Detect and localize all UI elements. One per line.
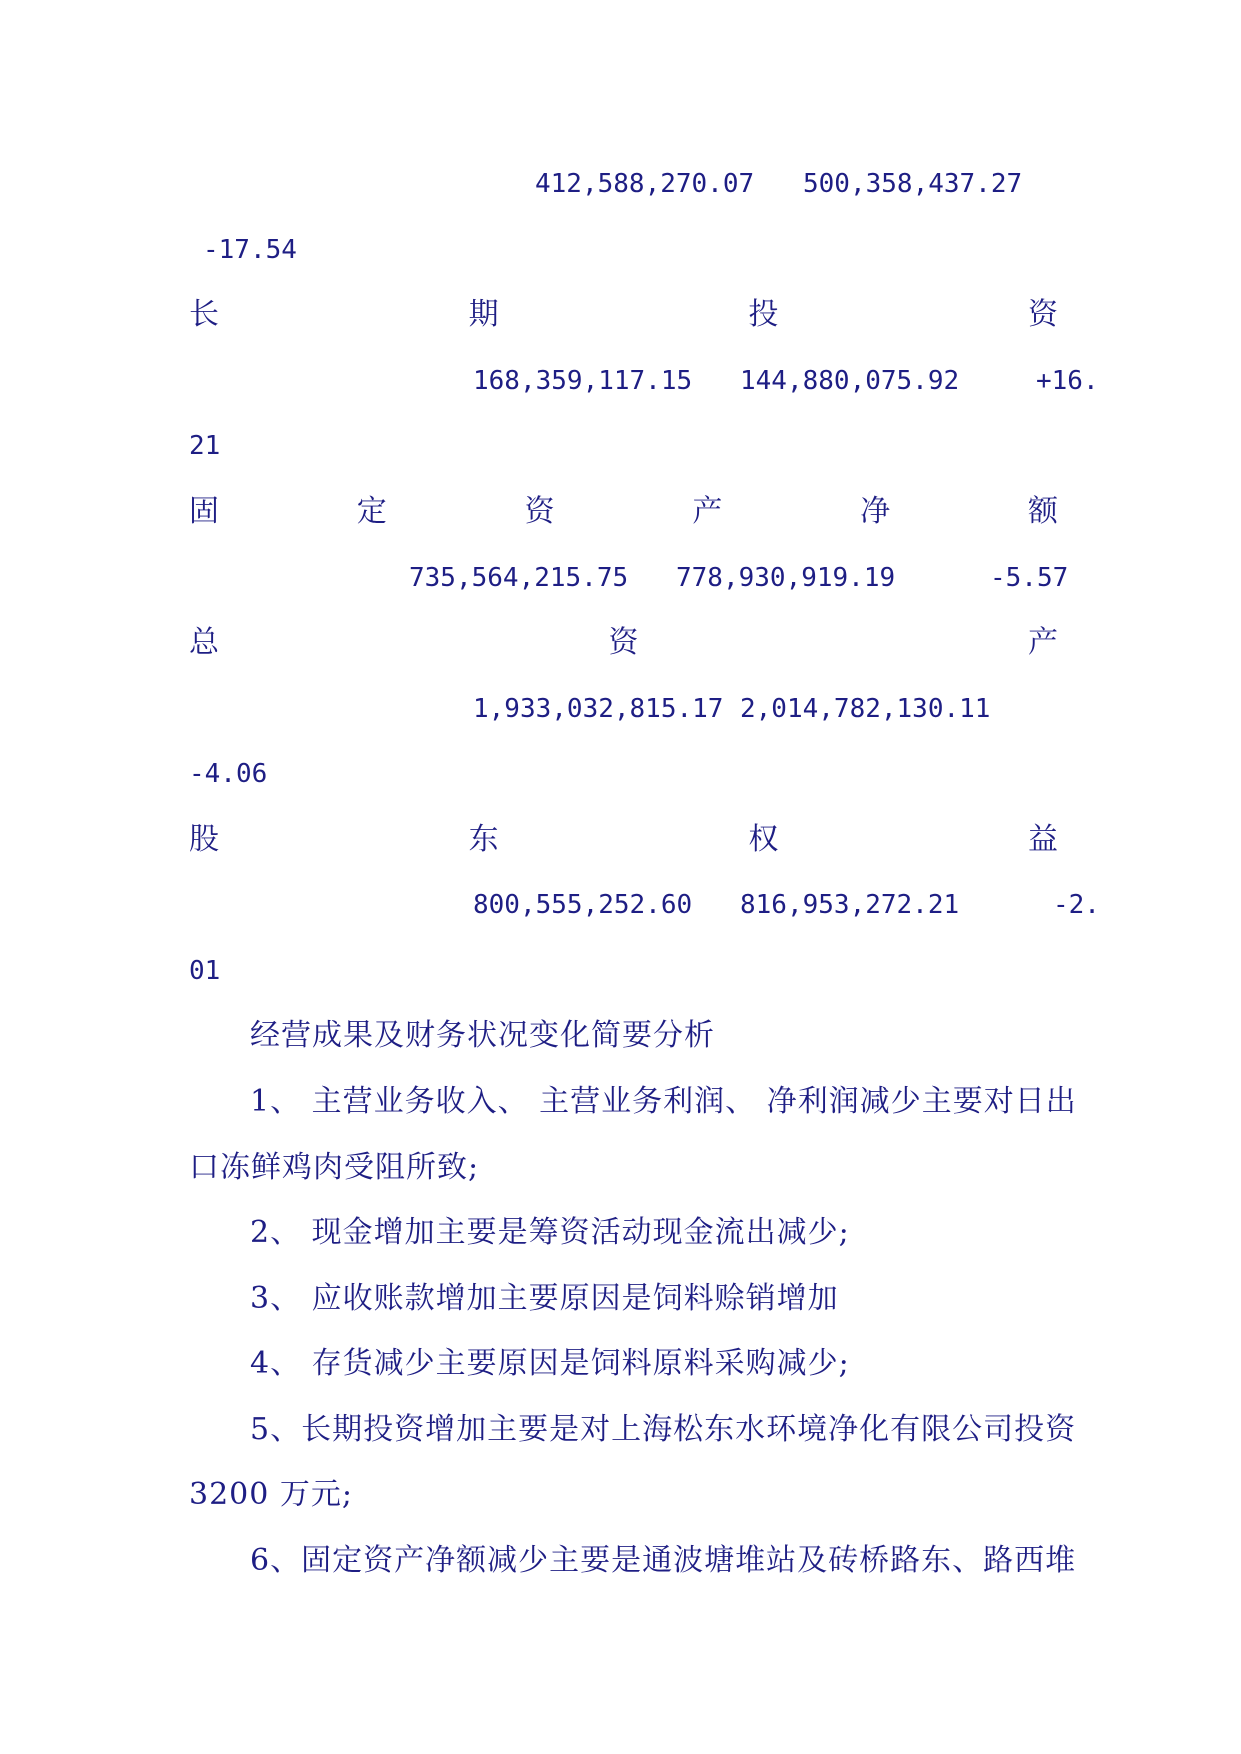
shareholders-equity-current-value: 800,555,252.60 — [473, 890, 693, 920]
analysis-item-6: 6、固定资产净额减少主要是通波塘堆站及砖桥路东、路西堆 — [250, 1543, 1077, 1578]
row-top-previous-value: 500,358,437.27 — [803, 169, 1023, 199]
long-term-investment-change-value-continued: 21 — [189, 431, 221, 461]
analysis-item-2: 2、 现金增加主要是筹资活动现金流出减少; — [250, 1215, 850, 1250]
row-top-current-value: 412,588,270.07 — [535, 169, 755, 199]
fixed-assets-net-label — [189, 492, 1058, 532]
total-assets-change-value: -4.06 — [189, 759, 268, 789]
label-char: 定 — [356, 494, 387, 529]
analysis-item-4: 4、 存货减少主要原因是饲料原料采购减少; — [250, 1346, 850, 1381]
analysis-item-1: 1、 主营业务收入、 主营业务利润、 净利润减少主要对日出 — [250, 1084, 1077, 1119]
label-char: 长 — [189, 297, 219, 332]
total-assets-previous-value: 2,014,782,130.11 — [740, 694, 991, 724]
row-top-change-value: -17.54 — [203, 235, 297, 265]
label-char: 额 — [1027, 494, 1058, 529]
label-char: 资 — [608, 625, 639, 660]
label-char: 股 — [189, 822, 219, 857]
label-char: 资 — [524, 494, 555, 529]
label-char: 产 — [692, 494, 723, 529]
label-char: 总 — [189, 625, 219, 660]
fixed-assets-net-change-value: -5.57 — [990, 563, 1069, 593]
fixed-assets-net-current-value: 735,564,215.75 — [409, 563, 629, 593]
shareholders-equity-previous-value: 816,953,272.21 — [740, 890, 960, 920]
analysis-item-5: 5、长期投资增加主要是对上海松东水环境净化有限公司投资 — [250, 1412, 1077, 1447]
label-char: 产 — [1028, 625, 1058, 660]
analysis-item-5-continued: 3200 万元; — [189, 1477, 353, 1512]
label-char: 净 — [860, 494, 891, 529]
label-char: 投 — [748, 297, 779, 332]
label-char: 资 — [1027, 297, 1058, 332]
shareholders-equity-change-value: -2. — [1053, 890, 1100, 920]
analysis-item-3: 3、 应收账款增加主要原因是饲料赊销增加 — [250, 1281, 839, 1316]
analysis-item-1-continued: 口冻鲜鸡肉受阻所致; — [189, 1150, 480, 1185]
label-char: 期 — [468, 297, 499, 332]
total-assets-current-value: 1,933,032,815.17 — [473, 694, 724, 724]
long-term-investment-current-value: 168,359,117.15 — [473, 366, 693, 396]
label-char: 东 — [468, 822, 499, 857]
long-term-investment-previous-value: 144,880,075.92 — [740, 366, 960, 396]
shareholders-equity-label — [189, 820, 1058, 860]
fixed-assets-net-previous-value: 778,930,919.19 — [676, 563, 896, 593]
label-char: 益 — [1027, 822, 1058, 857]
analysis-heading: 经营成果及财务状况变化简要分析 — [250, 1018, 715, 1053]
total-assets-label — [189, 623, 1058, 663]
long-term-investment-change-value: +16. — [1036, 366, 1099, 396]
label-char: 权 — [748, 822, 779, 857]
long-term-investment-label — [189, 295, 1058, 335]
label-char: 固 — [189, 494, 219, 529]
shareholders-equity-change-value-continued: 01 — [189, 956, 221, 986]
